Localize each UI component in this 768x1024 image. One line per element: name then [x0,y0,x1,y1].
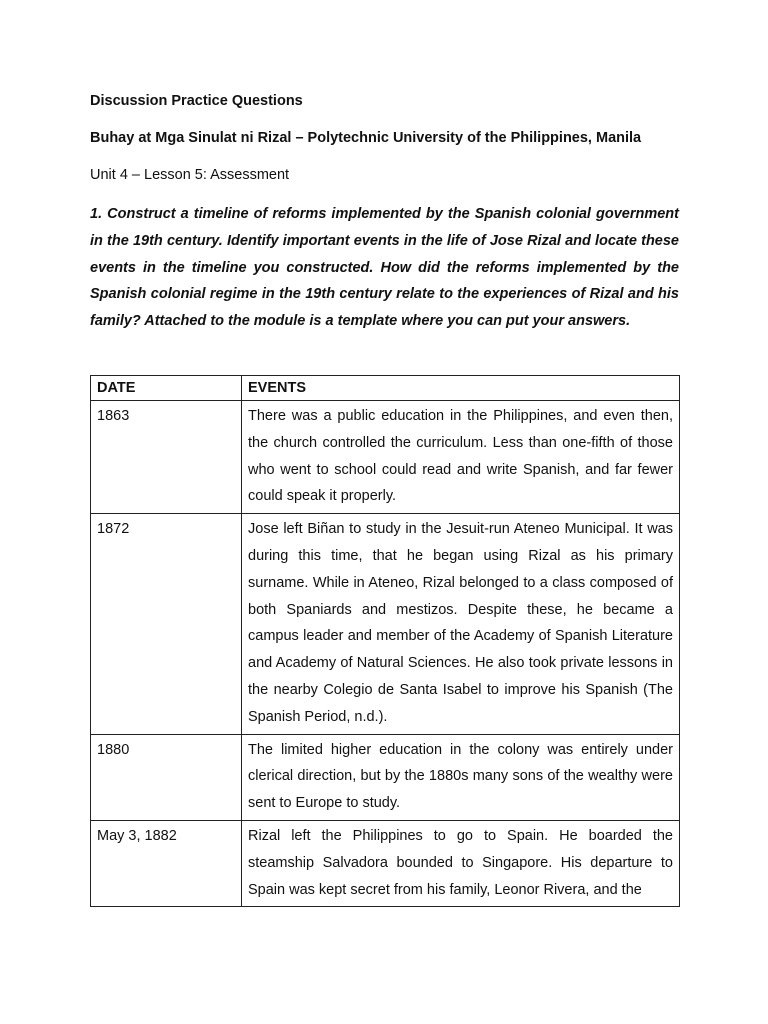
unit-lesson-label: Unit 4 – Lesson 5: Assessment [90,167,290,183]
event-cell: Rizal left the Philippines to go to Spain. He boarded the steamship Salvadora bounded to Singapore. His departure to Spain was kept secret from his family, Leonor Rivera, and the [242,820,680,906]
event-cell: There was a public education in the Philippines, and even then, the church controlled the curriculum. Less than one-fifth of those who went to school could read and write Spanish, and far fewer could speak it properly. [242,401,680,514]
date-cell: 1872 [91,514,242,734]
events-column-header: EVENTS [242,376,680,401]
course-title: Buhay at Mga Sinulat ni Rizal – Polytechnic University of the Philippines, Manila [90,130,642,146]
event-cell: The limited higher education in the colony was entirely under clerical direction, but by the 1880s many sons of the wealthy were sent to Europe to study. [242,734,680,820]
date-cell: 1863 [91,401,242,514]
table-row [91,401,680,514]
document-title: Discussion Practice Questions [90,93,303,109]
table-row [91,514,680,734]
table-row [91,734,680,820]
date-cell: May 3, 1882 [91,820,242,906]
date-column-header: DATE [91,376,242,401]
timeline-table [90,375,680,907]
date-cell: 1880 [91,734,242,820]
question-text: 1. Construct a timeline of reforms implemented by the Spanish colonial government in the 19th century. Identify important events in the life of Jose Rizal and locate these events in the timeline you constructed. How did the reforms implemented by the Spanish colonial regime in the 19th century relate to the experiences of Rizal and his family? Attached to the module is a template where you can put your answers. [90,206,679,330]
event-cell: Jose left Biñan to study in the Jesuit-run Ateneo Municipal. It was during this time, that he began using Rizal as his primary surname. While in Ateneo, Rizal belonged to a class composed of both Spaniards and mestizos. Despite these, he became a campus leader and member of the Academy of Spanish Literature and Academy of Natural Sciences. He also took private lessons in the nearby Colegio de Santa Isabel to improve his Spanish (The Spanish Period, n.d.). [242,514,680,734]
table-row [91,820,680,906]
table-header-row [91,376,680,401]
